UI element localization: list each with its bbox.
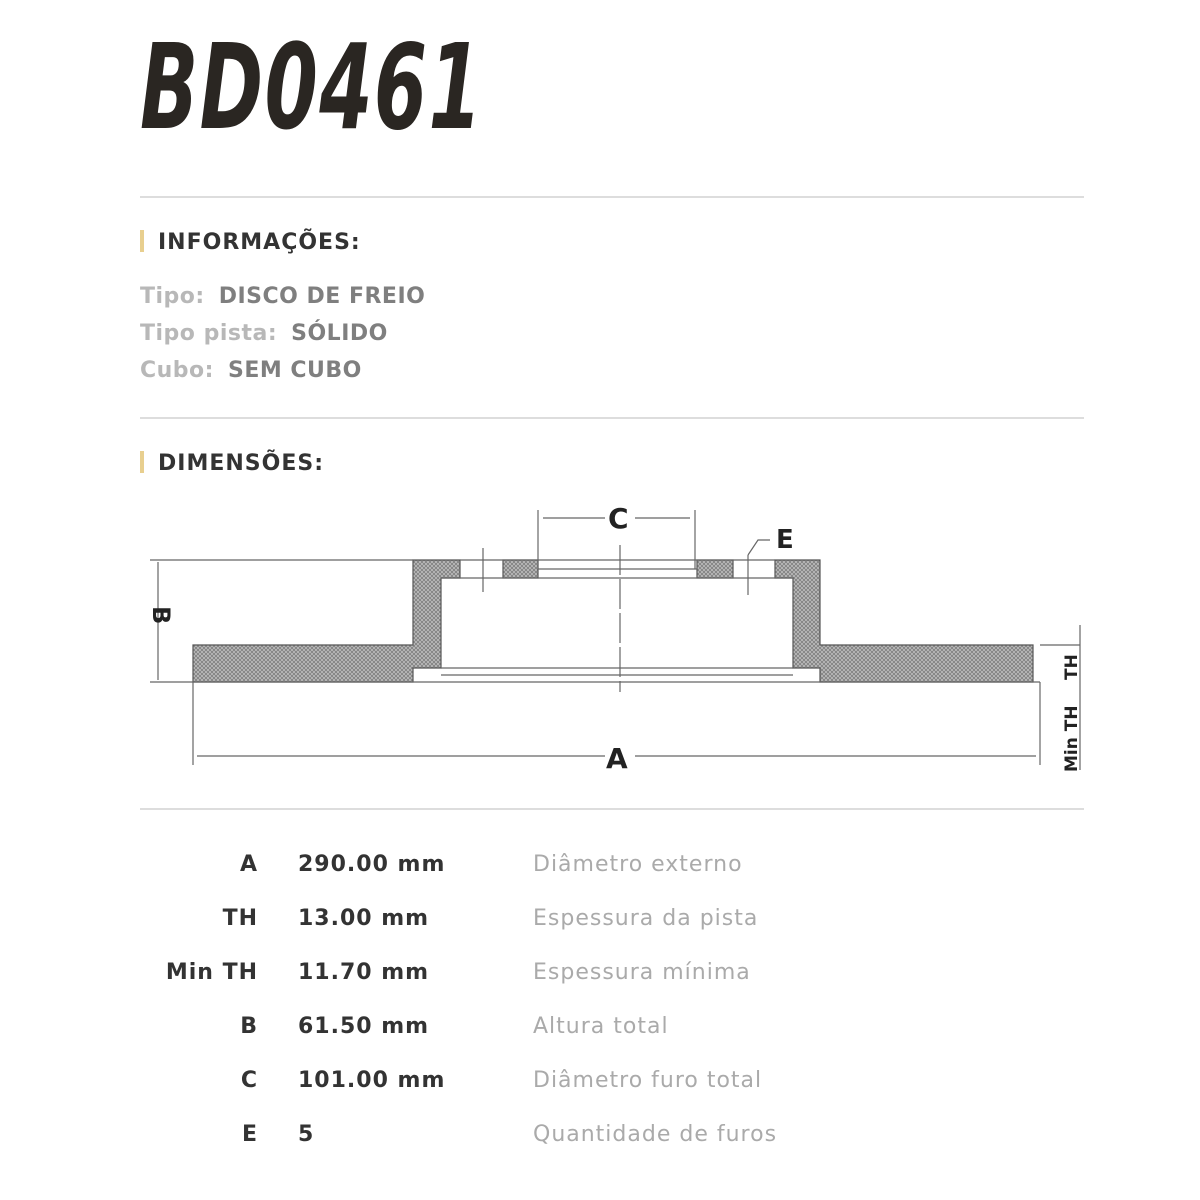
spec-value: 61.50 mm: [298, 1014, 430, 1039]
spec-row: [0, 1068, 1200, 1108]
spec-desc: Quantidade de furos: [533, 1122, 778, 1147]
label-a: A: [606, 742, 628, 775]
spec-desc: Diâmetro externo: [533, 852, 743, 877]
label-min-th: Min TH: [1062, 705, 1082, 772]
spec-value: 13.00 mm: [298, 906, 430, 931]
info-label: Tipo pista:: [140, 321, 278, 346]
spec-code: A: [239, 852, 258, 877]
hub-left: [503, 560, 538, 578]
spec-row: [0, 1122, 1200, 1162]
spec-row: [0, 852, 1200, 892]
spec-value: 290.00 mm: [298, 852, 446, 877]
spec-code: E: [241, 1122, 258, 1147]
spec-desc: Espessura mínima: [533, 960, 751, 985]
disc-right-profile: [775, 560, 1033, 682]
spec-value: 5: [298, 1122, 315, 1147]
spec-code: B: [240, 1014, 258, 1039]
info-label: Tipo:: [140, 284, 205, 309]
label-th: TH: [1062, 654, 1082, 680]
spec-value: 101.00 mm: [298, 1068, 446, 1093]
spec-code: C: [240, 1068, 258, 1093]
hub-right: [697, 560, 733, 578]
info-value: DISCO DE FREIO: [218, 284, 426, 309]
spec-desc: Altura total: [533, 1014, 669, 1039]
spec-desc: Espessura da pista: [533, 906, 759, 931]
spec-code: TH: [222, 906, 258, 931]
divider: [140, 808, 1084, 810]
spec-row: [0, 960, 1200, 1000]
label-b: B: [147, 606, 175, 625]
spec-row: [0, 906, 1200, 946]
info-value: SÓLIDO: [291, 321, 388, 346]
info-value: SEM CUBO: [227, 358, 362, 383]
product-code: BD0461: [140, 18, 484, 156]
info-label: Cubo:: [140, 358, 214, 383]
spec-value: 11.70 mm: [298, 960, 430, 985]
label-e: E: [776, 525, 794, 555]
heading-text: DIMENSÕES:: [158, 451, 324, 476]
label-c: C: [608, 502, 629, 535]
heading-text: INFORMAÇÕES:: [158, 230, 361, 255]
spec-row: [0, 1014, 1200, 1054]
spec-desc: Diâmetro furo total: [533, 1068, 763, 1093]
spec-code: Min TH: [165, 960, 258, 985]
disc-left-profile: [193, 560, 460, 682]
